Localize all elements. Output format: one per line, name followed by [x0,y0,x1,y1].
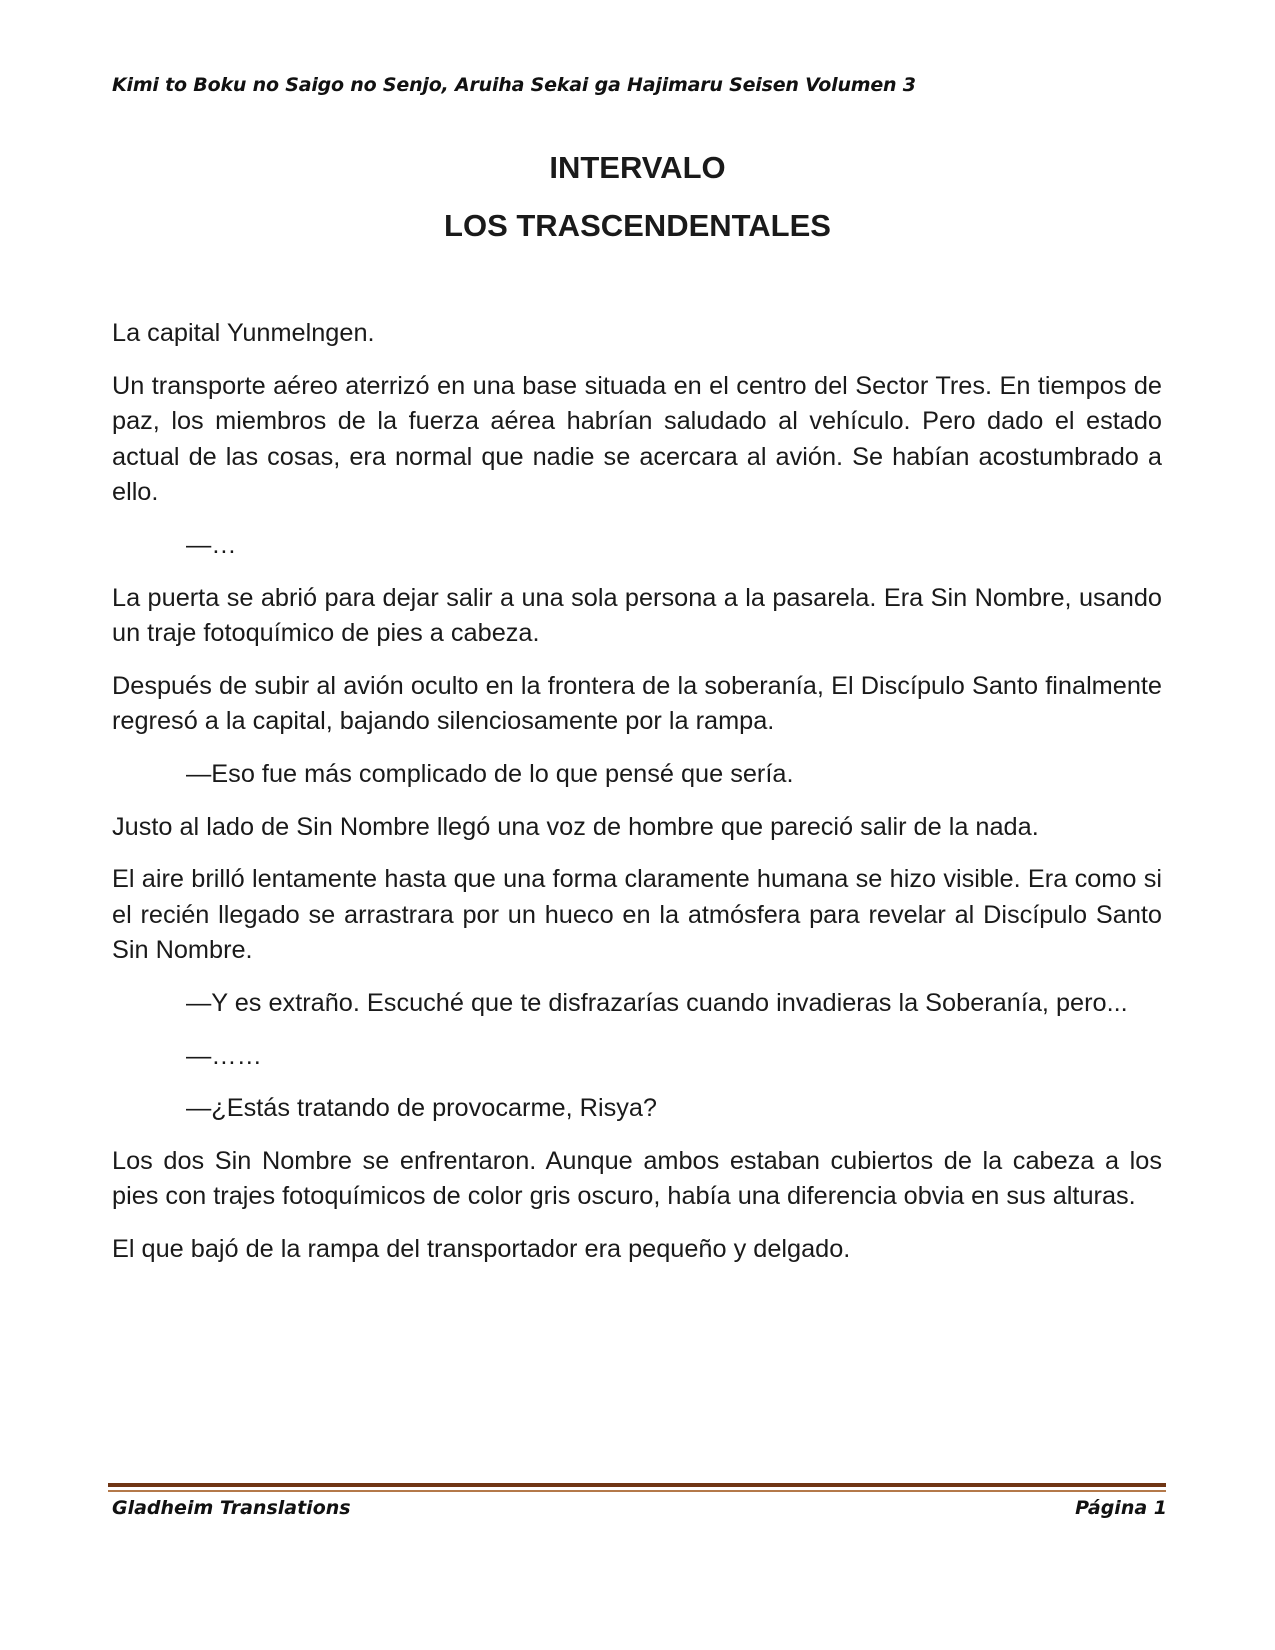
dialogue-line: —Y es extraño. Escuché que te disfrazarías cuando invadieras la Soberanía, pero... [186,988,1128,1017]
page-number: Página 1 [1075,1497,1167,1519]
footer-translator: Gladheim Translations [112,1497,351,1519]
dialogue-line: —… [186,530,237,559]
paragraph: Los dos Sin Nombre se enfrentaron. Aunque ambos estaban cubiertos de la cabeza a los pies con trajes fotoquímicos de color gris oscuro, había una diferencia obvia en sus alturas. [112,1146,1162,1211]
dialogue-line: —…… [186,1041,262,1070]
chapter-subtitle: LOS TRASCENDENTALES [444,208,831,243]
chapter-title: INTERVALO [549,150,726,185]
paragraph: El que bajó de la rampa del transportador era pequeño y delgado. [112,1234,851,1263]
paragraph: El aire brilló lentamente hasta que una forma claramente humana se hizo visible. Era como si el recién llegado se arrastrara por un hueco en la atmósfera para revelar al Discípulo Santo Sin Nombre. [112,865,1162,965]
footer-divider [108,1483,1166,1487]
paragraph: Justo al lado de Sin Nombre llegó una voz de hombre que pareció salir de la nada. [112,812,1039,841]
paragraph: Después de subir al avión oculto en la frontera de la soberanía, El Discípulo Santo finalmente regresó a la capital, bajando silenciosamente por la rampa. [112,671,1162,736]
dialogue-line: —Eso fue más complicado de lo que pensé que sería. [186,759,794,788]
running-header: Kimi to Boku no Saigo no Senjo, Aruiha Sekai ga Hajimaru Seisen Volumen 3 [112,74,916,96]
paragraph: La capital Yunmelngen. [112,319,375,347]
paragraph: Un transporte aéreo aterrizó en una base situada en el centro del Sector Tres. En tiempos de paz, los miembros de la fuerza aérea habrían saludado al vehículo. Pero dado el estado actual de las cosas, era normal que nadie se acercara al avión. Se habían acostumbrado a ello. [112,371,1162,507]
dialogue-line: —¿Estás tratando de provocarme, Risya? [186,1094,658,1123]
footer-divider-accent [108,1490,1166,1492]
body-text [112,316,1162,1284]
paragraph: La puerta se abrió para dejar salir a una sola persona a la pasarela. Era Sin Nombre, usando un traje fotoquímico de pies a cabeza. [112,583,1162,648]
